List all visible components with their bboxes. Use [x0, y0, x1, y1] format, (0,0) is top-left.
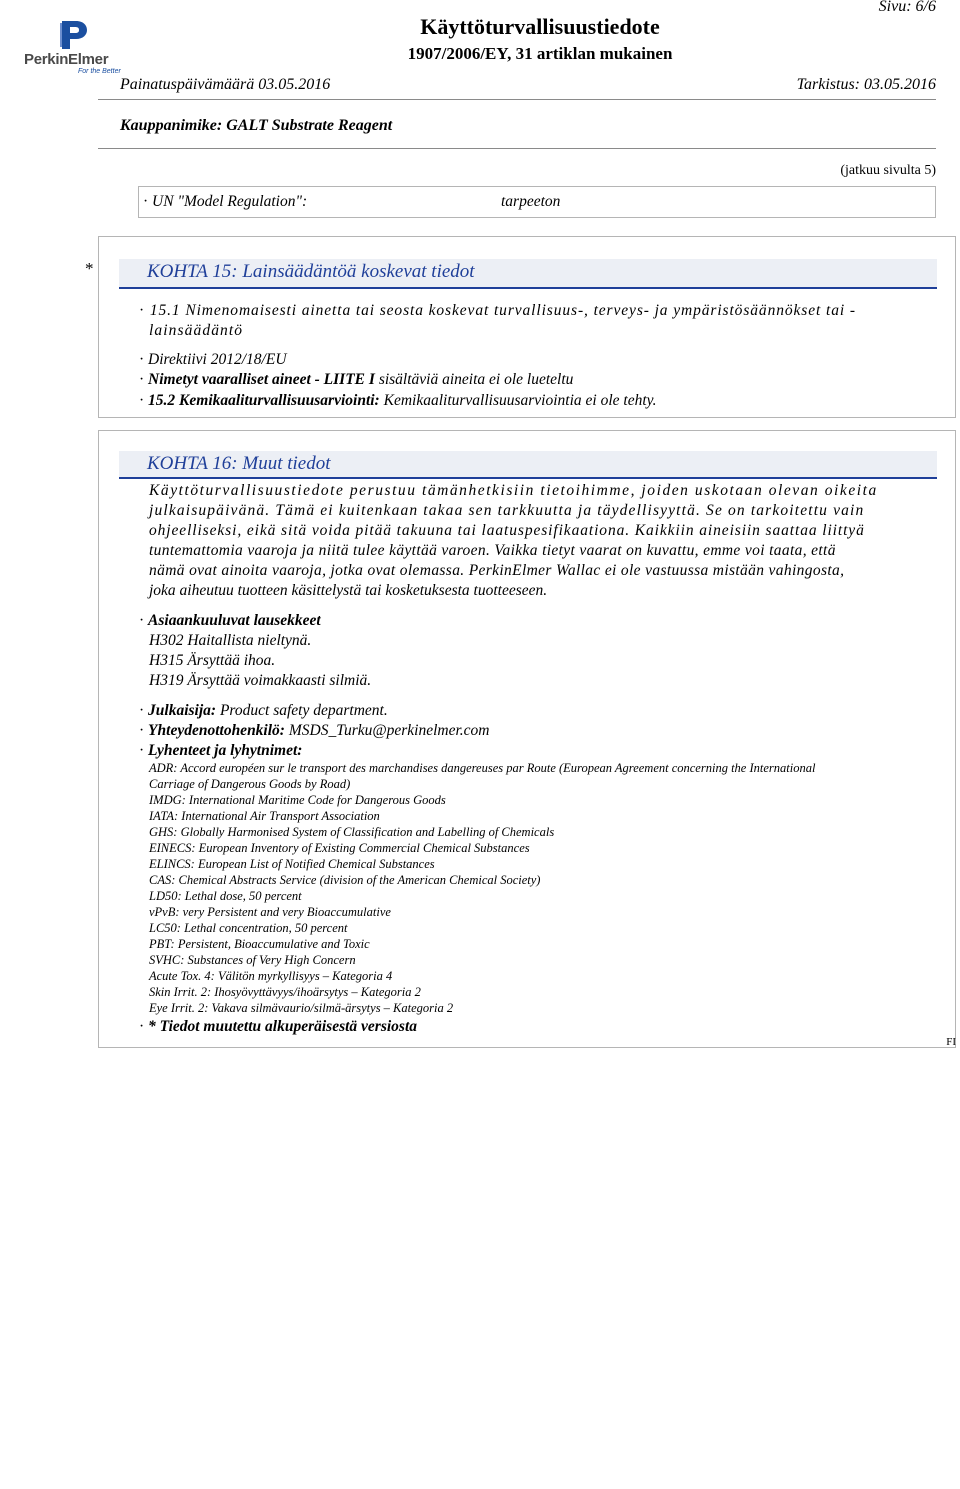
product-divider [98, 148, 936, 149]
relevant-phrases-label: · Asiaankuuluvat lausekkeet [139, 612, 321, 629]
abbreviation-item: GHS: Globally Harmonised System of Classification and Labelling of Chemicals [149, 825, 555, 839]
s15-subsection-1: · 15.1 Nimenomaisesti ainetta tai seosta koskevat turvallisuus-, terveys- ja ympäristösäännökset tai - [139, 302, 856, 319]
phrase-h315: H315 Ärsyttää ihoa. [149, 652, 276, 669]
abbreviation-item: LD50: Lethal dose, 50 percent [149, 889, 302, 903]
page-number: Sivu: 6/6 [878, 0, 936, 15]
un-label: · UN "Model Regulation": [143, 193, 308, 210]
continued-note: (jatkuu sivulta 5) [840, 163, 936, 178]
changed-from-original-note: · * Tiedot muutettu alkuperäisestä versiosta [139, 1018, 418, 1035]
s16-paragraph-line-5: nämä ovat ainoita vaaroja, jotka ovat olemassa. PerkinElmer Wallac ei ole vastuussa mistään vahingosta, [149, 562, 845, 579]
section-15-header [119, 259, 937, 289]
phrase-h319: H319 Ärsyttää voimakkaasti silmiä. [149, 672, 372, 689]
un-value: tarpeeton [501, 193, 561, 210]
perkinelmer-logo [20, 18, 130, 74]
header-divider [98, 99, 936, 100]
s16-paragraph-line-4: tuntemattomia vaaroja ja niitä tulee käyttää varoen. Vaikka tietyt vaarat on kuvattu, emme voi taata, että [149, 542, 836, 559]
publisher: · Julkaisija: Product safety department. [139, 702, 388, 719]
abbreviation-item: Acute Tox. 4: Välitön myrkyllisyys – Kategoria 4 [149, 969, 393, 983]
abbreviation-item: PBT: Persistent, Bioaccumulative and Toxic [149, 937, 370, 951]
abbreviations-label: · Lyhenteet ja lyhytnimet: [139, 742, 303, 759]
s16-paragraph-line-1: Käyttöturvallisuustiedote perustuu tämänhetkisiin tietoihimme, joiden uskotaan olevan oikeita [149, 482, 878, 499]
section-16-box [98, 430, 956, 1048]
print-date: Painatuspäivämäärä 03.05.2016 [120, 76, 331, 93]
abbreviation-item: Eye Irrit. 2: Vakava silmävaurio/silmä-ärsytys – Kategoria 2 [149, 1001, 454, 1015]
abbreviation-item: vPvB: very Persistent and very Bioaccumulative [149, 905, 391, 919]
section-16-title: KOHTA 16: Muut tiedot [147, 453, 331, 474]
s16-paragraph-line-3: ohjeelliseksi, eikä sitä voida pitää takuuna tai laatuspesifikaationa. Kaikkiin aineisiin saattaa liittyä [149, 522, 865, 539]
abbreviation-item: LC50: Lethal concentration, 50 percent [149, 921, 348, 935]
s15-directive: · Direktiivi 2012/18/EU [139, 351, 287, 368]
s15-named-substances: · Nimetyt vaaralliset aineet - LIITE I sisältäviä aineita ei ole lueteltu [139, 371, 574, 388]
phrase-h302: H302 Haitallista nieltynä. [149, 632, 312, 649]
abbreviation-item: ADR: Accord européen sur le transport des marchandises dangereuses par Route (European Agreement concerning the International [149, 761, 816, 775]
revision-date: Tarkistus: 03.05.2016 [796, 76, 936, 93]
un-regulation-box [138, 186, 936, 218]
logo-tagline: For the Better [78, 68, 121, 75]
s16-paragraph-line-2: julkaisupäivänä. Tämä ei kuitenkaan takaa sen tarkkuutta ja täydellisyyttä. Se on tarkoitettu vain [149, 502, 865, 519]
abbreviation-item: EINECS: European Inventory of Existing Commercial Chemical Substances [149, 841, 530, 855]
section-15-box [85, 236, 956, 418]
abbreviation-item: Skin Irrit. 2: Ihosyövyttävyys/ihoärsytys – Kategoria 2 [149, 985, 421, 999]
abbreviation-item: IATA: International Air Transport Association [149, 809, 380, 823]
changed-marker: * [85, 259, 94, 278]
abbreviation-item: Carriage of Dangerous Goods by Road) [149, 777, 351, 791]
product-name: Kauppanimike: GALT Substrate Reagent [120, 117, 393, 134]
abbreviation-item: IMDG: International Maritime Code for Dangerous Goods [149, 793, 446, 807]
document-title: Käyttöturvallisuustiedote [420, 14, 660, 39]
s15-chemical-safety-assessment: · 15.2 Kemikaaliturvallisuusarviointi: Kemikaaliturvallisuusarviointia ei ole tehty. [139, 392, 657, 409]
abbreviation-item: ELINCS: European List of Notified Chemical Substances [149, 857, 435, 871]
s16-paragraph-line-6: joka aiheutuu tuotteen käsittelystä tai kosketuksesta tuotteeseen. [149, 582, 548, 599]
section-15-title: KOHTA 15: Lainsäädäntöä koskevat tiedot [147, 261, 475, 282]
abbreviation-item: CAS: Chemical Abstracts Service (division of the American Chemical Society) [149, 873, 541, 887]
language-code: FI [946, 1036, 956, 1048]
regulation-subtitle: 1907/2006/EY, 31 artiklan mukainen [407, 44, 673, 63]
logo-wordmark: PerkinElmer [24, 51, 109, 68]
section-16-header [119, 451, 937, 479]
abbreviation-item: SVHC: Substances of Very High Concern [149, 953, 356, 967]
contact-person: · Yhteydenottohenkilö: MSDS_Turku@perkinelmer.com [139, 722, 490, 739]
s15-subsection-1-cont: lainsäädäntö [149, 322, 244, 339]
